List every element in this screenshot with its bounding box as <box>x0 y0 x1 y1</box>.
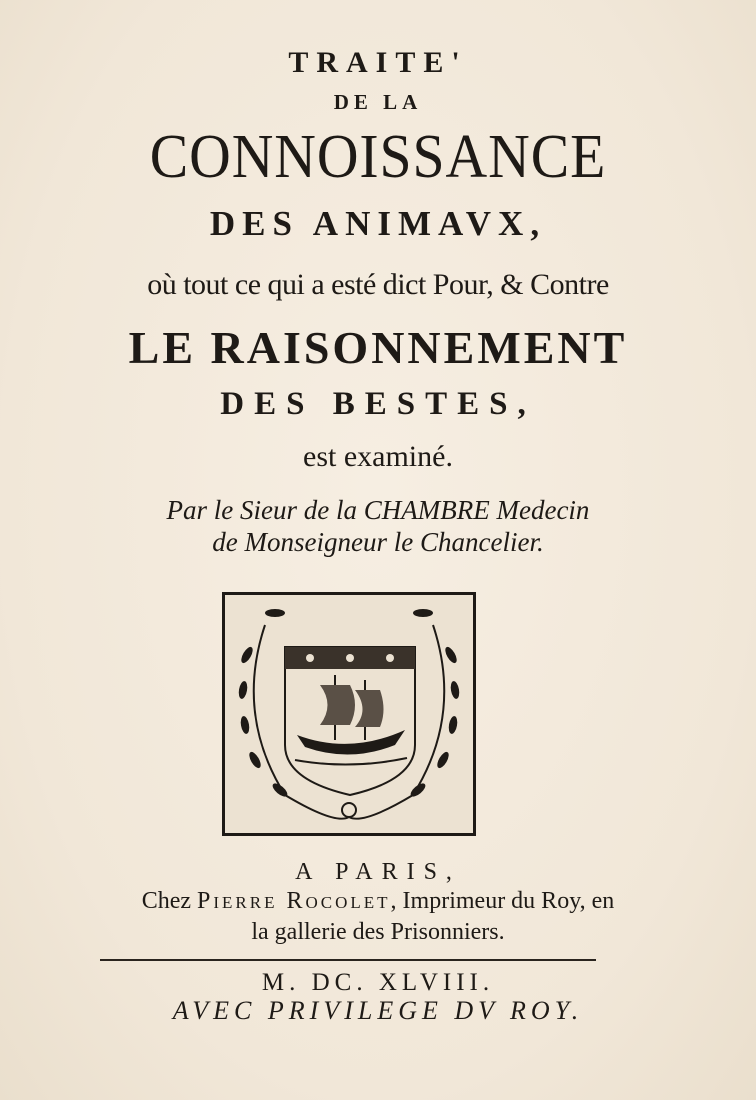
imprint-printer-prefix: Chez <box>141 888 198 914</box>
title-line-subtitle: où tout ce qui a esté dict Pour, & Contre <box>147 268 609 301</box>
author-line-1: Par le Sieur de la CHAMBRE Medecin <box>166 495 590 525</box>
title-line-de-la: DE LA <box>333 90 423 114</box>
title-line-traite: TRAITE' <box>288 46 468 79</box>
title-line-raisonnement: LE RAISONNEMENT <box>128 322 628 373</box>
imprint-printer-suffix: , Imprimeur du Roy, en <box>390 888 615 914</box>
author-line-2: de Monseigneur le Chancelier. <box>212 527 544 557</box>
privilege-line: AVEC PRIVILEGE DV ROY. <box>172 996 584 1025</box>
title-line-des-animaux: DES ANIMAVX, <box>209 204 547 243</box>
ship-emblem-icon <box>225 595 473 833</box>
imprint-city: A PARIS, <box>295 859 461 885</box>
printers-device-ship-woodcut <box>222 592 476 836</box>
publication-date: M. DC. XLVIII. <box>261 969 495 996</box>
divider-rule <box>100 959 596 961</box>
imprint-address: la gallerie des Prisonniers. <box>251 919 505 945</box>
title-line-connoissance: CONNOISSANCE <box>149 123 607 191</box>
title-line-des-bestes: DES BESTES, <box>220 386 536 422</box>
imprint-printer <box>0 889 756 913</box>
title-line-examine: est examiné. <box>303 440 453 473</box>
imprint-printer-name: Pierre Rocolet <box>197 888 391 914</box>
